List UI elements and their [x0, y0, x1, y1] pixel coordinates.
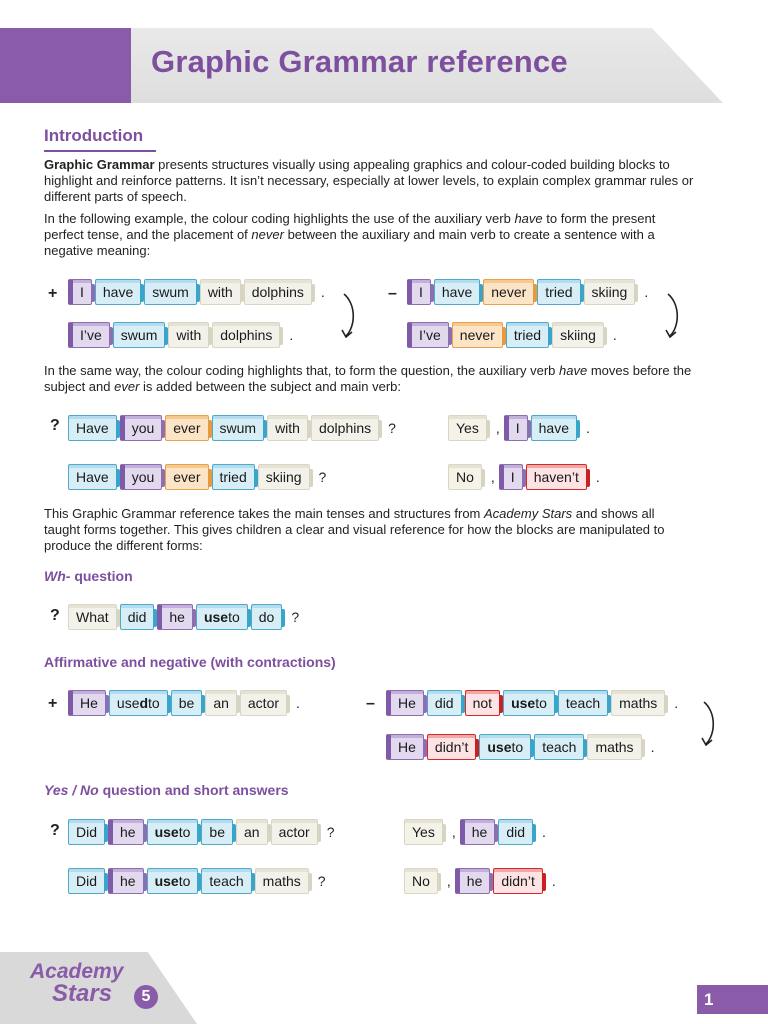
block-auxiliary: Did	[68, 819, 105, 845]
block-word: with	[200, 279, 241, 305]
affirmative-negative-heading: Affirmative and negative (with contractions)	[44, 654, 336, 670]
block-word: an	[236, 819, 268, 845]
example-negative-row-2	[407, 320, 621, 350]
period: .	[644, 284, 649, 300]
d-bold: d	[139, 695, 149, 711]
block-main-verb: swum	[144, 279, 197, 305]
intro-p2-text-c: between the auxiliary and main verb to create a sentence with a negative meaning:	[44, 227, 655, 258]
block-use-to	[196, 604, 248, 630]
graphic-grammar-bold: Graphic Grammar	[44, 157, 155, 172]
yes-no-question-row-2	[68, 866, 330, 896]
intro-p2-em-never: never	[251, 227, 284, 242]
comma: ,	[495, 420, 500, 436]
logo-level-badge: 5	[134, 985, 158, 1009]
period: .	[612, 327, 617, 343]
yes-no-question-row-1	[68, 817, 338, 847]
affirmative-row	[68, 688, 304, 718]
block-auxiliary: have	[95, 279, 141, 305]
to-text: to	[178, 824, 191, 840]
intro-paragraph-4	[44, 506, 694, 554]
curved-arrow-icon	[340, 292, 358, 340]
example-positive-row-2	[68, 320, 297, 350]
use-bold: use	[203, 609, 229, 625]
use-bold: use	[511, 695, 536, 711]
block-subject: he	[460, 819, 496, 845]
block-auxiliary: did	[120, 604, 155, 630]
question-mark: ?	[318, 469, 327, 485]
block-main-verb: swum	[113, 322, 166, 348]
question-mark: ?	[291, 609, 300, 625]
block-adverb: never	[483, 279, 534, 305]
block-main-verb: teach	[201, 868, 251, 894]
block-negative-contraction: didn’t	[427, 734, 476, 760]
block-main-verb: tried	[537, 279, 580, 305]
yes-no-heading-text: question and short answers	[98, 782, 289, 798]
block-use-to	[147, 868, 199, 894]
period: .	[296, 695, 300, 711]
intro-p3-text-a: In the same way, the colour coding highlights that, to form the question, the auxiliary verb	[44, 363, 559, 378]
block-subject-contraction: I’ve	[407, 322, 449, 348]
intro-p3-text-b: moves before the subject and	[44, 363, 692, 394]
intro-heading-underline	[44, 150, 156, 152]
block-main-verb: teach	[558, 690, 608, 716]
block-negative: didn’t	[493, 868, 542, 894]
intro-p2-text-b: to form the present perfect tense, and the placement of	[44, 211, 656, 242]
example-positive-row-1	[68, 277, 329, 307]
block-main-verb: be	[171, 690, 203, 716]
question-sign: ?	[50, 417, 60, 434]
block-subject: He	[386, 690, 424, 716]
yes-no-heading	[44, 782, 289, 798]
period: .	[585, 420, 590, 436]
intro-p3-em-ever: ever	[114, 379, 140, 394]
block-subject: you	[120, 415, 163, 441]
example-question-row-1	[68, 413, 400, 443]
intro-p3-em-have: have	[559, 363, 588, 378]
block-word: maths	[255, 868, 309, 894]
block-word: dolphins	[311, 415, 379, 441]
negative-row-2	[386, 732, 658, 762]
block-word: skiing	[258, 464, 310, 490]
block-adverb: never	[452, 322, 503, 348]
block-word: maths	[587, 734, 641, 760]
block-use-to	[147, 819, 199, 845]
block-word: maths	[611, 690, 665, 716]
block-word: with	[267, 415, 308, 441]
wh-heading-text: question	[70, 568, 133, 584]
wh-question-heading	[44, 568, 133, 584]
block-auxiliary: have	[531, 415, 577, 441]
question-sign: ?	[50, 607, 60, 624]
block-subject: I	[407, 279, 431, 305]
block-auxiliary: Have	[68, 415, 117, 441]
block-main-verb: swum	[212, 415, 265, 441]
block-answer: Yes	[448, 415, 487, 441]
block-main-verb: be	[201, 819, 233, 845]
wh-heading-em: Wh-	[44, 568, 71, 584]
plus-sign: +	[48, 285, 58, 302]
block-negative: haven’t	[526, 464, 587, 490]
question-mark: ?	[326, 824, 335, 840]
page-number: 1	[697, 985, 768, 1014]
negative-row-1	[386, 688, 682, 718]
wh-question-row	[68, 602, 303, 632]
period: .	[650, 739, 655, 755]
block-adverb: ever	[165, 464, 208, 490]
block-auxiliary: Did	[68, 868, 105, 894]
block-subject: He	[68, 690, 106, 716]
intro-p4-em-academy-stars: Academy Stars	[484, 506, 573, 521]
block-wh-word: What	[68, 604, 117, 630]
block-main-verb: tried	[212, 464, 255, 490]
block-subject-contraction: I’ve	[68, 322, 110, 348]
block-subject: he	[108, 819, 144, 845]
block-subject: he	[108, 868, 144, 894]
intro-p1-text: presents structures visually using appealing graphics and colour-coded building blocks to highlight and reinforce patterns. It isn’t necessary, especially at lower levels, to explain complex grammar rules or different parts of speech.	[44, 157, 694, 204]
page-title: Graphic Grammar reference	[151, 44, 568, 79]
block-subject: I	[504, 415, 528, 441]
block-use-to	[479, 734, 531, 760]
period: .	[542, 824, 546, 840]
block-auxiliary: Have	[68, 464, 117, 490]
use-bold: use	[154, 824, 179, 840]
example-negative-row-1	[407, 277, 652, 307]
example-question-row-2	[68, 462, 330, 492]
logo-text-stars: Stars	[52, 980, 113, 1007]
block-main-verb: do	[251, 604, 283, 630]
block-subject: He	[386, 734, 424, 760]
question-mark: ?	[388, 420, 396, 436]
intro-paragraph-3	[44, 363, 694, 395]
block-adverb: ever	[165, 415, 208, 441]
block-used-to	[109, 690, 168, 716]
period: .	[551, 873, 556, 889]
to-text: to	[148, 695, 160, 711]
intro-p2-text-a: In the following example, the colour coding highlights the use of the auxiliary verb	[44, 211, 515, 226]
block-word: dolphins	[212, 322, 280, 348]
block-negative: not	[465, 690, 500, 716]
logo-text-academy: Academy	[30, 960, 124, 983]
to-text: to	[178, 873, 191, 889]
block-word: skiing	[552, 322, 604, 348]
block-answer: No	[448, 464, 482, 490]
block-use-to	[503, 690, 555, 716]
block-word: actor	[240, 690, 287, 716]
intro-p4-text-b: and shows all taught forms together. This gives children a clear and visual reference for how the blocks are manipulated to produce the different forms:	[44, 506, 665, 553]
comma: ,	[446, 873, 451, 889]
short-answer-yes-row	[448, 413, 594, 443]
block-subject: I	[68, 279, 92, 305]
yes-no-short-answer-yes	[404, 817, 550, 847]
period: .	[289, 327, 294, 343]
period: .	[595, 469, 600, 485]
block-word: an	[205, 690, 237, 716]
intro-paragraph-2	[44, 211, 694, 259]
block-auxiliary: have	[434, 279, 480, 305]
block-auxiliary: did	[427, 690, 462, 716]
to-text: to	[228, 609, 240, 625]
short-answer-no-row	[448, 462, 604, 492]
block-subject: he	[455, 868, 491, 894]
intro-heading: Introduction	[44, 126, 144, 145]
to-text: to	[511, 739, 524, 755]
use-text: use	[116, 695, 140, 711]
curved-arrow-icon	[700, 700, 718, 748]
plus-sign: +	[48, 695, 58, 712]
to-text: to	[535, 695, 547, 711]
use-bold: use	[154, 873, 179, 889]
block-subject: you	[120, 464, 163, 490]
yes-no-heading-em: Yes / No	[44, 782, 99, 798]
question-sign: ?	[50, 822, 60, 839]
yes-no-short-answer-no	[404, 866, 560, 896]
minus-sign: –	[366, 695, 375, 712]
block-word: with	[168, 322, 209, 348]
block-subject: I	[499, 464, 523, 490]
minus-sign: –	[388, 285, 397, 302]
block-word: actor	[271, 819, 318, 845]
block-answer: Yes	[404, 819, 443, 845]
curved-arrow-icon	[664, 292, 682, 340]
intro-p4-text-a: This Graphic Grammar reference takes the main tenses and structures from	[44, 506, 485, 521]
period: .	[320, 284, 325, 300]
comma: ,	[451, 824, 456, 840]
question-mark: ?	[317, 873, 326, 889]
header-purple-block	[0, 28, 131, 103]
block-word: skiing	[584, 279, 636, 305]
intro-p3-text-c: is added between the subject and main verb:	[139, 379, 402, 394]
intro-p2-em-have: have	[514, 211, 543, 226]
block-main-verb: tried	[506, 322, 549, 348]
block-auxiliary: did	[498, 819, 533, 845]
intro-paragraph-1	[44, 157, 694, 205]
block-subject: he	[157, 604, 193, 630]
comma: ,	[490, 469, 495, 485]
block-main-verb: teach	[534, 734, 584, 760]
period: .	[674, 695, 679, 711]
block-answer: No	[404, 868, 438, 894]
block-word: dolphins	[244, 279, 312, 305]
use-bold: use	[487, 739, 512, 755]
